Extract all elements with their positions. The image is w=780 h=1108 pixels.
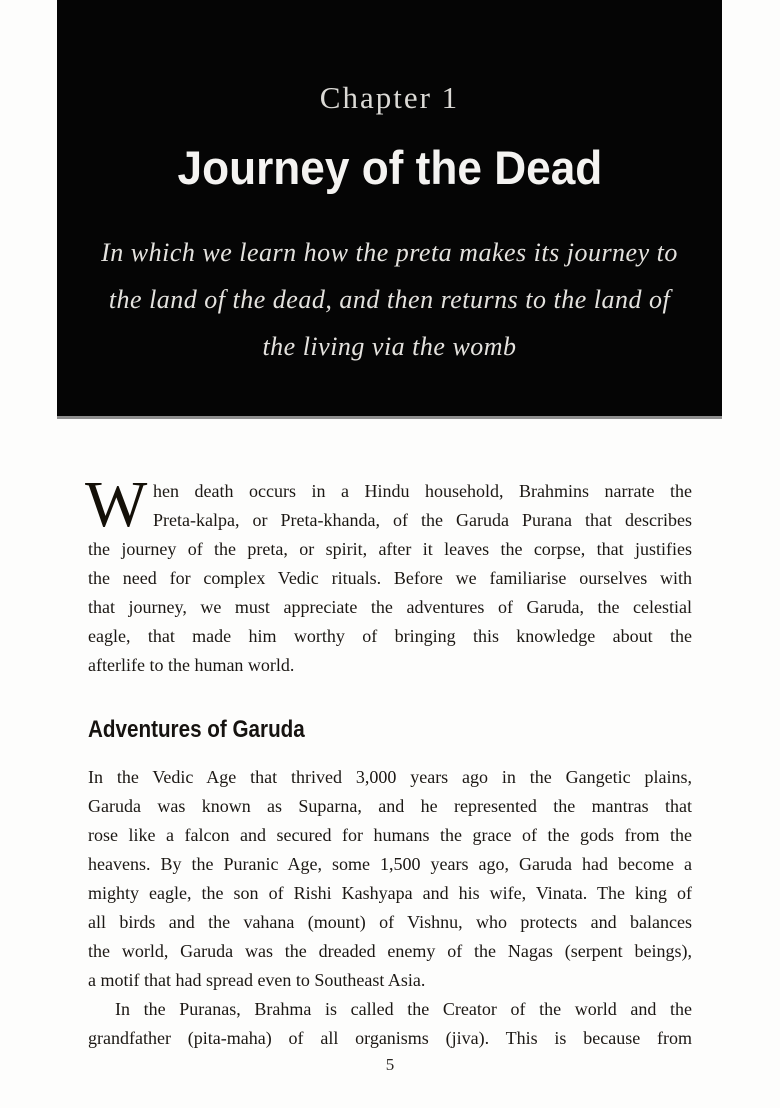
chapter-header-block [57,0,722,419]
paragraph-line: In the Vedic Age that thrived 3,000 years ago in the Gangetic plains, [88,767,692,787]
paragraph-3 [88,995,692,1053]
page-number: 5 [385,1055,395,1074]
paragraph-line: all birds and the vahana (mount) of Vishnu, who protects and balances [88,912,692,932]
paragraph-line: mighty eagle, the son of Rishi Kashyapa and his wife, Vinata. The king of [88,883,692,903]
chapter-subtitle [57,229,722,370]
paragraph-line: In the Puranas, Brahma is called the Creator of the world and the [115,999,692,1019]
paragraph-line: the world, Garuda was the dreaded enemy of the Nagas (serpent beings), [88,941,692,961]
drop-cap: W [85,468,148,541]
paragraph-line: eagle, that made him worthy of bringing this knowledge about the [88,626,692,646]
paragraph-line: the need for complex Vedic rituals. Before we familiarise ourselves with [88,568,692,588]
paragraph-line: afterlife to the human world. [88,655,295,675]
subtitle-line: the living via the womb [262,332,517,361]
paragraph-line: hen death occurs in a Hindu household, Brahmins narrate the [153,481,692,501]
chapter-title [57,142,722,206]
paragraph-line: grandfather (pita-maha) of all organisms (jiva). This is because from [88,1028,692,1048]
paragraph-line: that journey, we must appreciate the adventures of Garuda, the celestial [88,597,692,617]
paragraph-line: Garuda was known as Suparna, and he represented the mantras that [88,796,692,816]
chapter-label: Chapter 1 [319,80,460,115]
body-text-region [85,468,692,1053]
paragraph-line: Preta-kalpa, or Preta-khanda, of the Garuda Purana that describes [153,510,692,530]
paragraph-line: heavens. By the Puranic Age, some 1,500 years ago, Garuda had become a [88,854,692,874]
paragraph-line: a motif that had spread even to Southeast Asia. [88,970,426,990]
paragraph-line: rose like a falcon and secured for humans the grace of the gods from the [88,825,692,845]
paragraph-1 [85,468,692,680]
section-heading-text: Adventures of Garuda [88,716,305,743]
paragraph-line: the journey of the preta, or spirit, after it leaves the corpse, that justifies [88,539,692,559]
subtitle-line: In which we learn how the preta makes its journey to [101,238,678,267]
paragraph-2 [88,763,692,995]
section-heading [88,717,692,746]
chapter-title-text: Journey of the Dead [177,141,602,194]
subtitle-line: the land of the dead, and then returns to the land of [108,285,671,314]
